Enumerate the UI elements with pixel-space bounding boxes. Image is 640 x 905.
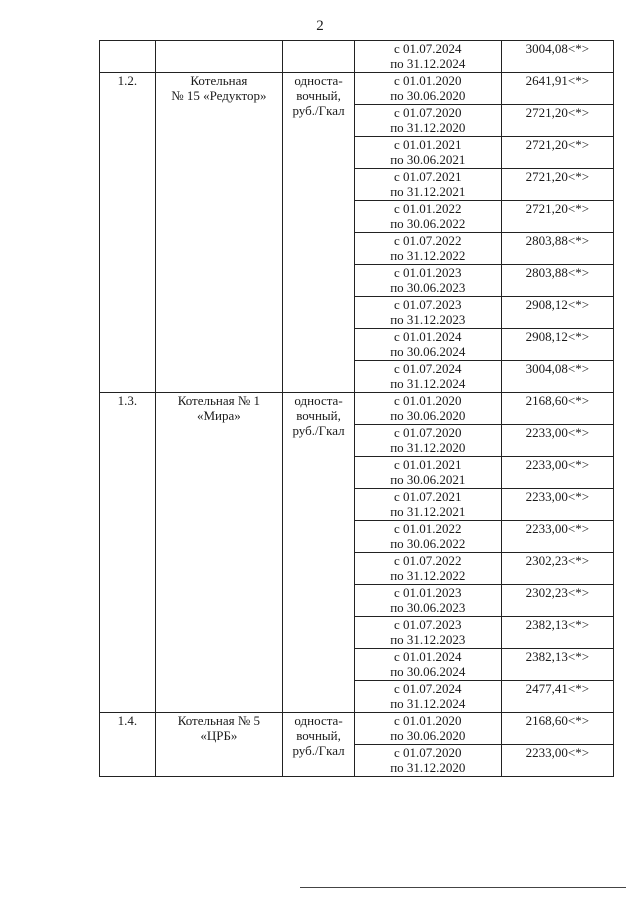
period-cell <box>354 233 501 265</box>
period-cell <box>354 329 501 361</box>
boiler-name-cell <box>155 393 282 713</box>
period-to: по 30.06.2020 <box>390 728 466 743</box>
period-from: с 01.07.2021 <box>394 169 462 184</box>
period-from: с 01.07.2023 <box>394 297 462 312</box>
period-to: по 30.06.2022 <box>390 216 466 231</box>
period-cell <box>354 201 501 233</box>
bottom-rule <box>300 887 626 888</box>
period-from: с 01.01.2021 <box>394 137 462 152</box>
period-cell <box>354 105 501 137</box>
period-to: по 30.06.2023 <box>390 280 466 295</box>
period-cell <box>354 393 501 425</box>
tariff-value-cell: 3004,08<*> <box>501 361 613 393</box>
period-to: по 31.12.2023 <box>390 632 466 647</box>
period-from: с 01.01.2024 <box>394 329 462 344</box>
boiler-name-line: Котельная № 5 <box>177 713 261 728</box>
period-cell <box>354 617 501 649</box>
period-from: с 01.07.2022 <box>394 553 462 568</box>
tariff-value-cell: 3004,08<*> <box>501 41 613 73</box>
period-from: с 01.01.2022 <box>394 521 462 536</box>
tariff-value-cell: 2168,60<*> <box>501 713 613 745</box>
period-cell <box>354 73 501 105</box>
period-to: по 30.06.2021 <box>390 472 466 487</box>
boiler-name-line: Котельная № 1 <box>177 393 261 408</box>
period-from: с 01.01.2020 <box>394 393 462 408</box>
period-to: по 31.12.2022 <box>390 248 466 263</box>
table-row <box>100 393 614 425</box>
period-cell <box>354 553 501 585</box>
period-from: с 01.01.2021 <box>394 457 462 472</box>
unit-cell <box>283 41 355 73</box>
tariff-value-cell: 2233,00<*> <box>501 489 613 521</box>
unit-cell <box>283 73 355 393</box>
period-cell <box>354 585 501 617</box>
period-to: по 30.06.2020 <box>390 408 466 423</box>
period-cell <box>354 489 501 521</box>
period-to: по 30.06.2023 <box>390 600 466 615</box>
period-to: по 31.12.2020 <box>390 440 466 455</box>
period-to: по 30.06.2024 <box>390 664 466 679</box>
unit-line: вочный, <box>296 88 341 103</box>
table-row <box>100 713 614 745</box>
unit-line: руб./Гкал <box>292 423 345 438</box>
period-cell <box>354 169 501 201</box>
tariff-value-cell: 2168,60<*> <box>501 393 613 425</box>
row-number-cell: 1.4. <box>100 713 156 777</box>
period-from: с 01.07.2020 <box>394 745 462 760</box>
period-to: по 30.06.2020 <box>390 88 466 103</box>
period-from: с 01.07.2020 <box>394 105 462 120</box>
tariff-table <box>99 40 614 777</box>
unit-cell <box>283 713 355 777</box>
period-cell <box>354 137 501 169</box>
period-to: по 31.12.2024 <box>390 696 466 711</box>
unit-line: руб./Гкал <box>292 743 345 758</box>
unit-line: односта- <box>294 393 343 408</box>
period-cell <box>354 521 501 553</box>
period-cell <box>354 745 501 777</box>
tariff-value-cell: 2382,13<*> <box>501 617 613 649</box>
tariff-value-cell: 2302,23<*> <box>501 585 613 617</box>
tariff-value-cell: 2233,00<*> <box>501 745 613 777</box>
period-from: с 01.07.2021 <box>394 489 462 504</box>
period-from: с 01.01.2023 <box>394 585 462 600</box>
unit-line: односта- <box>294 73 343 88</box>
period-to: по 31.12.2024 <box>390 56 466 71</box>
boiler-name-line: № 15 «Редуктор» <box>171 88 267 103</box>
period-cell <box>354 41 501 73</box>
tariff-value-cell: 2641,91<*> <box>501 73 613 105</box>
period-from: с 01.07.2020 <box>394 425 462 440</box>
row-number-cell: 1.3. <box>100 393 156 713</box>
period-from: с 01.07.2024 <box>394 41 462 56</box>
boiler-name-line: Котельная <box>190 73 248 88</box>
tariff-value-cell: 2908,12<*> <box>501 297 613 329</box>
period-to: по 31.12.2022 <box>390 568 466 583</box>
period-to: по 30.06.2022 <box>390 536 466 551</box>
tariff-value-cell: 2721,20<*> <box>501 201 613 233</box>
period-to: по 31.12.2024 <box>390 376 466 391</box>
unit-line: вочный, <box>296 408 341 423</box>
tariff-value-cell: 2803,88<*> <box>501 233 613 265</box>
unit-line: руб./Гкал <box>292 103 345 118</box>
tariff-value-cell: 2233,00<*> <box>501 521 613 553</box>
period-cell <box>354 297 501 329</box>
period-cell <box>354 425 501 457</box>
period-to: по 30.06.2024 <box>390 344 466 359</box>
table-row <box>100 41 614 73</box>
table-row <box>100 73 614 105</box>
boiler-name-cell <box>155 41 282 73</box>
tariff-value-cell: 2721,20<*> <box>501 105 613 137</box>
tariff-value-cell: 2721,20<*> <box>501 137 613 169</box>
boiler-name-cell <box>155 713 282 777</box>
period-from: с 01.01.2024 <box>394 649 462 664</box>
row-number-cell: 1.2. <box>100 73 156 393</box>
tariff-value-cell: 2477,41<*> <box>501 681 613 713</box>
period-to: по 31.12.2020 <box>390 120 466 135</box>
period-from: с 01.07.2024 <box>394 681 462 696</box>
boiler-name-line: «Мира» <box>196 408 241 423</box>
period-cell <box>354 265 501 297</box>
unit-line: вочный, <box>296 728 341 743</box>
period-to: по 31.12.2023 <box>390 312 466 327</box>
period-to: по 31.12.2020 <box>390 760 466 775</box>
period-cell <box>354 713 501 745</box>
period-from: с 01.01.2020 <box>394 713 462 728</box>
boiler-name-cell <box>155 73 282 393</box>
period-from: с 01.07.2024 <box>394 361 462 376</box>
period-cell <box>354 649 501 681</box>
period-from: с 01.01.2020 <box>394 73 462 88</box>
page-number: 2 <box>316 18 324 34</box>
tariff-value-cell: 2382,13<*> <box>501 649 613 681</box>
tariff-value-cell: 2803,88<*> <box>501 265 613 297</box>
tariff-value-cell: 2908,12<*> <box>501 329 613 361</box>
period-to: по 31.12.2021 <box>390 184 466 199</box>
period-from: с 01.07.2023 <box>394 617 462 632</box>
period-from: с 01.01.2023 <box>394 265 462 280</box>
period-cell <box>354 457 501 489</box>
unit-cell <box>283 393 355 713</box>
tariff-table-body <box>100 41 614 777</box>
tariff-value-cell: 2302,23<*> <box>501 553 613 585</box>
period-cell <box>354 681 501 713</box>
tariff-value-cell: 2233,00<*> <box>501 425 613 457</box>
period-to: по 31.12.2021 <box>390 504 466 519</box>
period-from: с 01.01.2022 <box>394 201 462 216</box>
tariff-value-cell: 2721,20<*> <box>501 169 613 201</box>
boiler-name-line: «ЦРБ» <box>200 728 238 743</box>
row-number-cell <box>100 41 156 73</box>
unit-line: односта- <box>294 713 343 728</box>
period-cell <box>354 361 501 393</box>
period-to: по 30.06.2021 <box>390 152 466 167</box>
tariff-value-cell: 2233,00<*> <box>501 457 613 489</box>
period-from: с 01.07.2022 <box>394 233 462 248</box>
